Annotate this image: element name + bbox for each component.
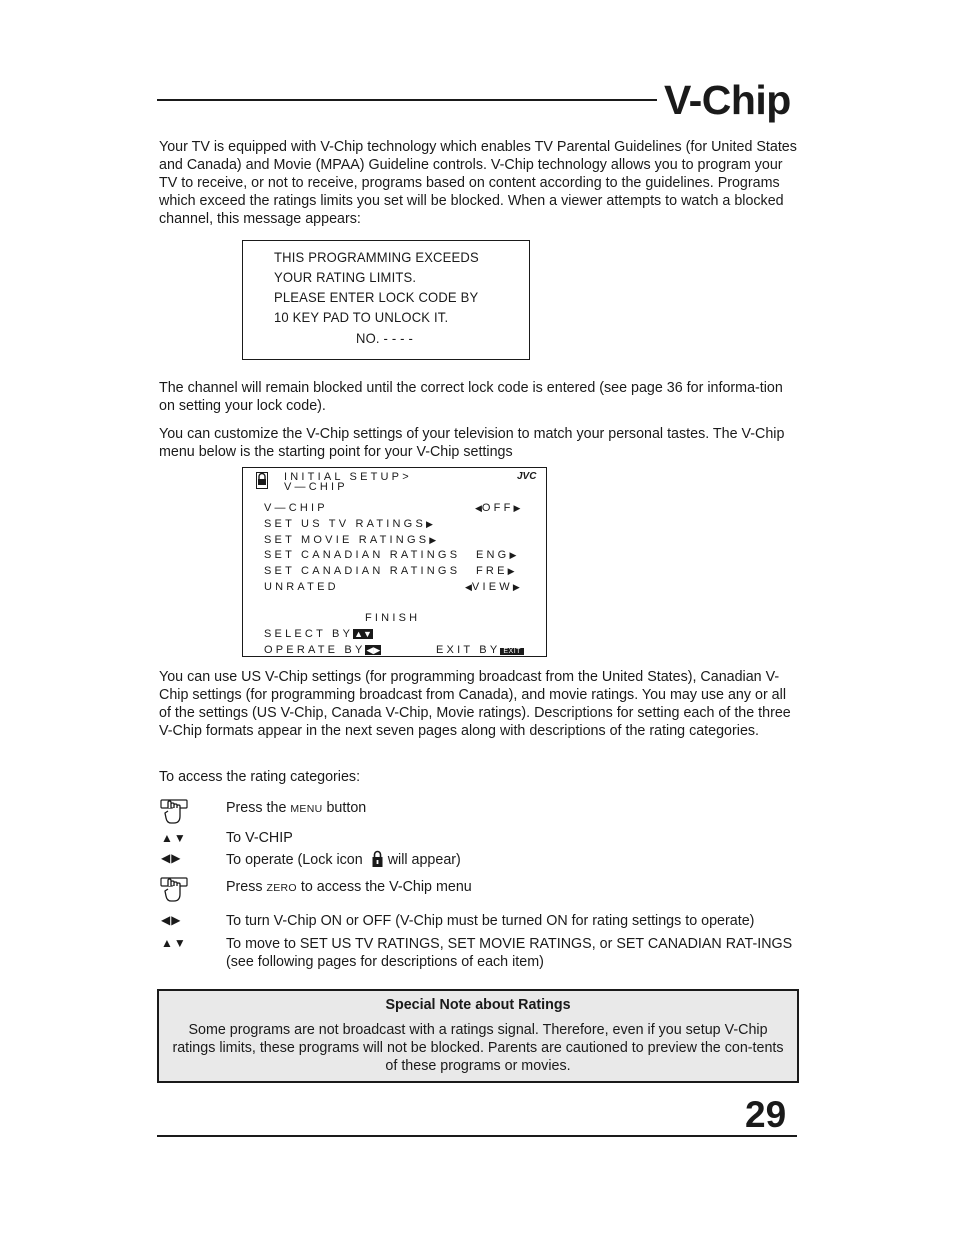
osd-operate-hint — [264, 644, 381, 656]
message-line: YOUR RATING LIMITS. — [274, 269, 417, 285]
step-text: Press the — [226, 800, 291, 816]
left-right-key-icon: ◀▶ — [366, 645, 381, 655]
special-note-box — [157, 989, 799, 1083]
osd-finish[interactable]: FINISH — [365, 612, 421, 624]
up-down-arrows-icon: ▲▼ — [161, 831, 187, 845]
customize-paragraph: You can customize the V-Chip settings of your television to match your personal tastes. The V-Chip menu below is the starting point for your V-Chip settings — [159, 426, 785, 460]
left-arrow-icon: ◀ — [465, 582, 472, 592]
up-down-key-icon: ▲▼ — [354, 629, 372, 639]
osd-item-set-us-tv-ratings[interactable] — [264, 518, 433, 530]
osd-hint-label: SELECT BY — [264, 628, 354, 640]
press-button-icon — [159, 799, 189, 825]
access-paragraph: To access the rating categories: — [159, 769, 361, 785]
step-press-menu — [226, 799, 366, 818]
osd-hint-label: OPERATE BY — [264, 644, 366, 656]
right-arrow-icon: ▶ — [512, 582, 520, 592]
press-button-icon — [159, 877, 189, 903]
page-title: V-Chip — [664, 77, 791, 123]
blocked-message-box — [242, 240, 530, 360]
osd-item-set-canadian-ratings-eng[interactable]: SET CANADIAN RATINGS — [264, 549, 461, 561]
step-text: button — [322, 800, 367, 816]
osd-item-label: SET US TV RATINGS — [264, 518, 426, 530]
header-rule — [157, 99, 657, 101]
osd-value-eng[interactable] — [476, 549, 516, 561]
osd-item-vchip[interactable]: V—CHIP — [264, 502, 328, 514]
up-down-arrows-icon: ▲▼ — [161, 936, 187, 950]
note-body: Some programs are not broadcast with a ratings signal. Therefore, even if you setup V-Chip ratings limits, these programs will not be blocked. Parents are cautioned to preview the con-tents of these programs or movies. — [172, 1022, 784, 1074]
step-toggle-vchip: To turn V-Chip ON or OFF (V-Chip must be turned ON for rating settings to operate) — [226, 913, 755, 929]
message-line: PLEASE ENTER LOCK CODE BY — [274, 289, 479, 305]
message-line: THIS PROGRAMMING EXCEEDS — [274, 249, 479, 265]
exit-key-icon: EXIT — [500, 648, 524, 655]
right-arrow-icon: ▶ — [507, 566, 515, 576]
menu-key-label: MENU — [290, 803, 323, 815]
osd-value-fre[interactable] — [476, 565, 515, 577]
osd-header-initial-setup: INITIAL SETUP> — [284, 471, 412, 483]
lock-icon — [256, 472, 268, 489]
osd-select-hint — [264, 628, 373, 640]
zero-key-label: ZERO — [266, 882, 297, 894]
right-arrow-icon: ▶ — [509, 550, 517, 560]
blocked-paragraph: The channel will remain blocked until the correct lock code is entered (see page 36 for informa-tion on setting your lock code). — [159, 380, 783, 414]
left-right-arrows-icon: ◀▶ — [161, 851, 182, 865]
osd-item-label: SET MOVIE RATINGS — [264, 534, 430, 546]
osd-value-text: OFF — [481, 502, 514, 514]
message-line: 10 KEY PAD TO UNLOCK IT. — [274, 309, 449, 325]
step-text: to access the V-Chip menu — [296, 879, 472, 895]
osd-value-vchip[interactable] — [475, 502, 520, 514]
right-arrow-icon: ▶ — [429, 535, 437, 545]
step-text: Press — [226, 879, 267, 895]
right-arrow-icon: ▶ — [425, 519, 433, 529]
step-move-settings: To move to SET US TV RATINGS, SET MOVIE RATINGS, or SET CANADIAN RAT-INGS (see following pages for descriptions of each item) — [226, 936, 793, 970]
footer-rule — [157, 1135, 797, 1137]
step-text: To operate (Lock icon — [226, 852, 363, 868]
lock-code-prompt: NO. - - - - — [356, 330, 414, 346]
page-number: 29 — [745, 1094, 787, 1135]
osd-value-text: FRE — [476, 565, 508, 577]
step-press-zero — [226, 878, 472, 897]
osd-value-text: ENG — [476, 549, 510, 561]
osd-header-vchip: V—CHIP — [284, 481, 348, 493]
osd-item-set-canadian-ratings-fre[interactable]: SET CANADIAN RATINGS — [264, 565, 461, 577]
osd-exit-hint — [436, 644, 524, 658]
intro-paragraph: Your TV is equipped with V-Chip technology which enables TV Parental Guidelines (for United States and Canada) and Movie (MPAA) Guideline controls. V-Chip technology allows you to program your TV to receive, or not to receive, programs based on content according to the guidelines. Programs which exceed the ratings limits you set will be blocked. When a viewer attempts to watch a blocked channel, this message appears: — [159, 139, 797, 227]
jvc-logo: JVC — [517, 471, 537, 482]
vchip-osd-menu — [242, 467, 547, 657]
osd-value-unrated[interactable] — [465, 581, 520, 593]
step-text: will appear) — [387, 852, 461, 868]
osd-item-unrated[interactable]: UNRATED — [264, 581, 339, 593]
settings-paragraph: You can use US V-Chip settings (for programming broadcast from the United States), Canadian V-Chip settings (for programming broadcast from Canada), and movie ratings. You may use any or all of the settings (US V-Chip, Canada V-Chip, Movie ratings). Descriptions for setting each of the three V-Chip formats appear in the next seven pages along with descriptions of the rating categories. — [159, 669, 791, 739]
step-to-vchip: To V-CHIP — [226, 830, 293, 846]
left-arrow-icon: ◀ — [475, 503, 482, 513]
lock-icon — [371, 850, 384, 868]
osd-hint-label: EXIT BY — [436, 644, 501, 656]
osd-value-text: VIEW — [471, 581, 513, 593]
left-right-arrows-icon: ◀▶ — [161, 913, 182, 927]
right-arrow-icon: ▶ — [513, 503, 521, 513]
note-heading: Special Note about Ratings — [385, 997, 571, 1013]
step-operate — [226, 850, 461, 869]
osd-item-set-movie-ratings[interactable] — [264, 534, 436, 546]
